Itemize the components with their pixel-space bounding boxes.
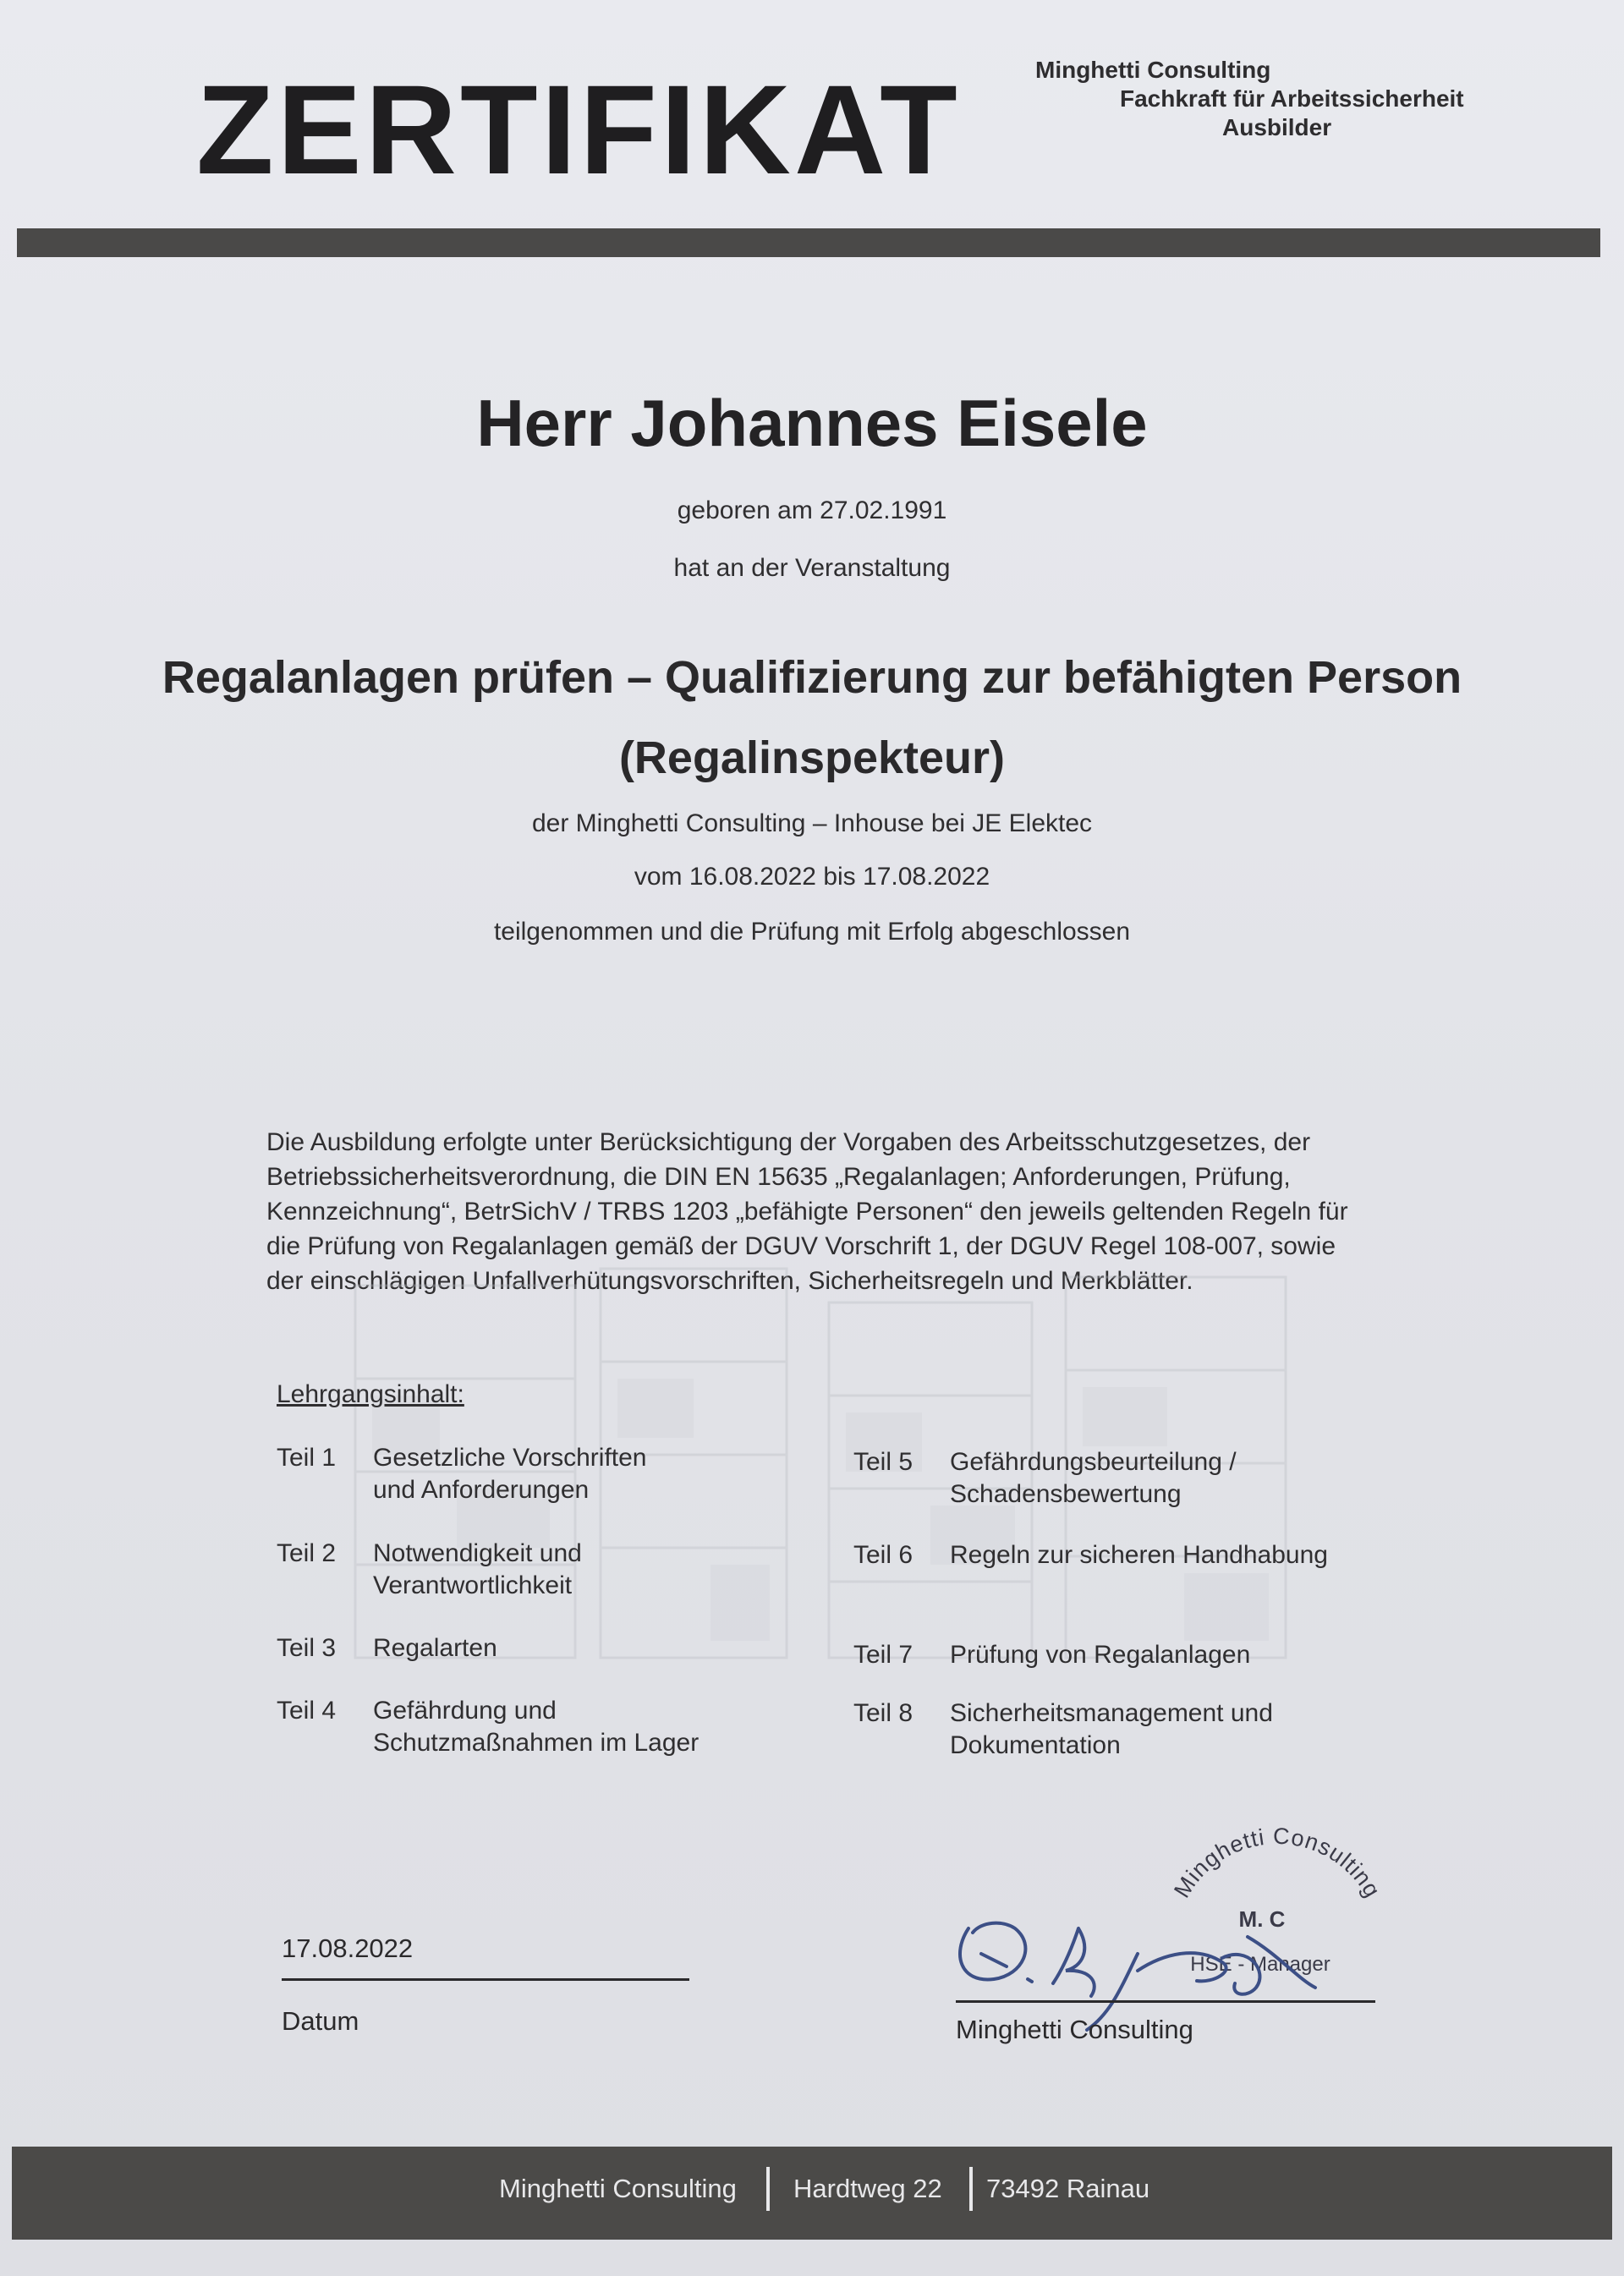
item-line: Verantwortlichkeit: [373, 1571, 573, 1599]
paragraph-line: die Prüfung von Regalanlagen gemäß der DGUV Vorschrift 1, der DGUV Regel 108-007, sowie: [266, 1232, 1336, 1260]
date-label: Datum: [282, 2006, 359, 2036]
item-line: Sicherheitsmanagement und: [950, 1699, 1273, 1727]
curriculum-heading: Lehrgangsinhalt:: [277, 1380, 464, 1408]
signature-underline: [956, 2000, 1375, 2003]
date-underline: [282, 1978, 689, 1981]
item-line: Gefährdungsbeurteilung /: [950, 1448, 1237, 1476]
stamp-arc-text: Minghetti Consulting: [1169, 1823, 1386, 1902]
item-line: Regeln zur sicheren Handhabung: [950, 1541, 1328, 1569]
certificate-title: ZERTIFIKAT: [196, 58, 961, 200]
item-line: Prüfung von Regalanlagen: [950, 1641, 1251, 1669]
curriculum-item-text: [950, 1639, 1250, 1671]
signer-label: Minghetti Consulting: [956, 2015, 1193, 2044]
recipient-birthdate: geboren am 27.02.1991: [677, 496, 947, 524]
curriculum-item-number: Teil 1: [277, 1444, 337, 1472]
attended-text: hat an der Veranstaltung: [673, 554, 951, 582]
course-dates: vom 16.08.2022 bis 17.08.2022: [634, 863, 990, 891]
item-line: Dokumentation: [950, 1731, 1121, 1759]
curriculum-item-number: Teil 5: [853, 1448, 914, 1476]
curriculum-item-text: [950, 1446, 1237, 1511]
course-title: Regalanlagen prüfen – Qualifizierung zur befähigten Person: [162, 652, 1462, 703]
footer-separator: [969, 2167, 973, 2211]
item-line: Gefährdung und: [373, 1697, 557, 1725]
item-line: Gesetzliche Vorschriften: [373, 1444, 647, 1472]
footer-company: Minghetti Consulting: [499, 2174, 737, 2203]
curriculum-item-number: Teil 8: [853, 1699, 914, 1727]
curriculum-item-number: Teil 3: [277, 1634, 337, 1662]
paragraph-line: Kennzeichnung“, BetrSichV / TRBS 1203 „befähigte Personen“ den jeweils geltenden Regeln für: [266, 1198, 1348, 1226]
curriculum-item-number: Teil 7: [853, 1641, 914, 1669]
completion-text: teilgenommen und die Prüfung mit Erfolg abgeschlossen: [493, 918, 1131, 946]
footer-city: 73492 Rainau: [986, 2174, 1150, 2203]
course-organizer: der Minghetti Consulting – Inhouse bei JE Elektec: [531, 809, 1093, 837]
curriculum-item-text: [373, 1538, 582, 1602]
issuer-company: Minghetti Consulting: [1035, 57, 1271, 83]
item-line: und Anforderungen: [373, 1476, 590, 1504]
issue-date: 17.08.2022: [282, 1933, 414, 1963]
curriculum-item-number: Teil 4: [277, 1697, 337, 1725]
item-line: Schutzmaßnahmen im Lager: [373, 1729, 700, 1757]
issuer-subrole: Ausbilder: [1222, 114, 1332, 140]
paragraph-line: Die Ausbildung erfolgte unter Berücksichtigung der Vorgaben des Arbeitsschutzgesetzes, der: [266, 1128, 1311, 1156]
footer-separator: [766, 2167, 770, 2211]
stamp-initials: M. C: [1238, 1906, 1286, 1932]
curriculum-item-number: Teil 6: [853, 1541, 914, 1569]
curriculum-item-text: [373, 1632, 497, 1664]
stamp-role: HSE - Manager: [1190, 1953, 1330, 1976]
curriculum-item-text: [950, 1697, 1273, 1762]
svg-text:Minghetti Consulting: [1169, 1824, 1385, 1902]
curriculum-item-text: [950, 1539, 1328, 1571]
course-subtitle: (Regalinspekteur): [618, 732, 1006, 783]
curriculum-item-text: [373, 1442, 646, 1506]
footer-street: Hardtweg 22: [793, 2174, 942, 2203]
item-line: Regalarten: [373, 1634, 497, 1662]
issuer-role: Fachkraft für Arbeitssicherheit: [1120, 85, 1464, 112]
curriculum-item-number: Teil 2: [277, 1539, 337, 1567]
recipient-name: Herr Johannes Eisele: [476, 386, 1148, 460]
item-line: Notwendigkeit und: [373, 1539, 582, 1567]
item-line: Schadensbewertung: [950, 1480, 1182, 1508]
curriculum-item-text: [373, 1695, 699, 1759]
paragraph-line: Betriebssicherheitsverordnung, die DIN EN 15635 „Regalanlagen; Anforderungen, Prüfung,: [266, 1163, 1291, 1191]
header-divider-bar: [17, 228, 1600, 257]
paragraph-line: der einschlägigen Unfallverhütungsvorschriften, Sicherheitsregeln und Merkblätter.: [266, 1267, 1193, 1295]
